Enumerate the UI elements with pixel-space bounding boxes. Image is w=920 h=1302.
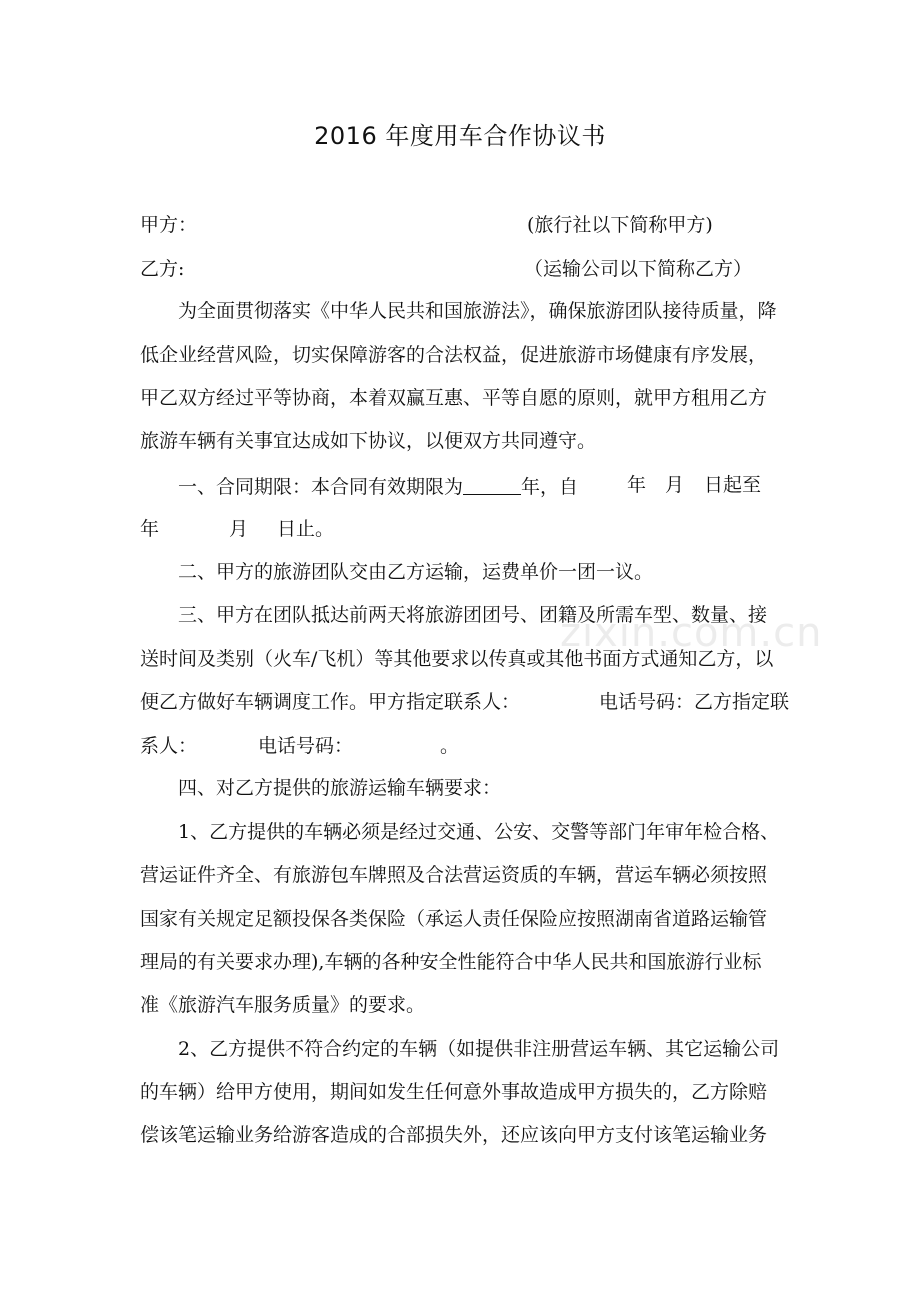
intro-line-2: 低企业经营风险，切实保障游客的合法权益，促进旅游市场健康有序发展， <box>140 344 768 366</box>
clause3-line-3a: 便乙方做好车辆调度工作。甲方指定联系人： <box>140 691 521 713</box>
clause1-end-day: 日止。 <box>277 518 335 540</box>
item2-line-3: 偿该笔运输业务给游客造成的合部损失外，还应该向甲方支付该笔运输业务 <box>140 1124 768 1146</box>
clause1-day-start: 日起至 <box>704 474 762 496</box>
party-a-label: 甲方： <box>140 214 198 236</box>
item2-line-2: 的车辆）给甲方使用，期间如发生任何意外事故造成甲方损失的，乙方除赔 <box>140 1081 768 1103</box>
intro-line-1: 为全面贯彻落实《中华人民共和国旅游法》，确保旅游团队接待质量，降 <box>178 300 777 322</box>
watermark: zixin.com.cn <box>560 610 823 656</box>
party-b-label: 乙方: <box>140 258 185 280</box>
item1-line-4: 理局的有关要求办理),车辆的各种安全性能符合中华人民共和国旅游行业标 <box>140 951 762 973</box>
clause1-from: 年，自 <box>521 476 579 498</box>
intro-line-4: 旅游车辆有关事宜达成如下协议，以便双方共同遵守。 <box>140 430 597 452</box>
item2-line-1: 2、乙方提供不符合约定的车辆（如提供非注册营运车辆、其它运输公司 <box>178 1038 780 1060</box>
clause4-heading: 四、对乙方提供的旅游运输车辆要求： <box>178 777 502 799</box>
clause3-line-1: 三、甲方在团队抵达前两天将旅游团团号、团籍及所需车型、数量、接 <box>178 604 768 626</box>
clause1-year: 年 <box>627 474 647 496</box>
item1-line-3: 国家有关规定足额投保各类保险（承运人责任保险应按照湖南省道路运输管 <box>140 908 768 930</box>
clause3-line-4a: 系人： <box>140 735 198 757</box>
clause1-end-month: 月 <box>229 518 249 540</box>
item1-line-2: 营运证件齐全、有旅游包车牌照及合法营运资质的车辆，营运车辆必须按照 <box>140 864 768 886</box>
contract-term-blank[interactable] <box>463 476 521 495</box>
clause3-line-3b: 电话号码：乙方指定联 <box>599 691 790 713</box>
item1-line-1: 1、乙方提供的车辆必须是经过交通、公安、交警等部门年审年检合格、 <box>178 821 780 843</box>
clause1-text: 一、合同期限：本合同有效期限为 <box>178 476 464 498</box>
clause2: 二、甲方的旅游团队交由乙方运输，运费单价一团一议。 <box>178 561 654 583</box>
clause1-line-1 <box>178 476 578 497</box>
clause3-line-2: 送时间及类别（火车/飞机）等其他要求以传真或其他书面方式通知乙方，以 <box>140 648 774 670</box>
intro-line-3: 甲乙双方经过平等协商，本着双赢互惠、平等自愿的原则，就甲方租用乙方 <box>140 387 768 409</box>
clause3-line-4b: 电话号码： <box>258 735 354 757</box>
clause1-month: 月 <box>665 474 685 496</box>
document-title: 2016 年度用车合作协议书 <box>314 122 606 150</box>
clause3-line-4c: 。 <box>440 735 460 757</box>
item1-line-5: 准《旅游汽车服务质量》的要求。 <box>140 994 426 1016</box>
party-b-note: （运输公司以下简称乙方） <box>524 258 753 280</box>
party-a-note: (旅行社以下简称甲方) <box>527 214 713 236</box>
clause1-end-year: 年 <box>140 518 160 540</box>
